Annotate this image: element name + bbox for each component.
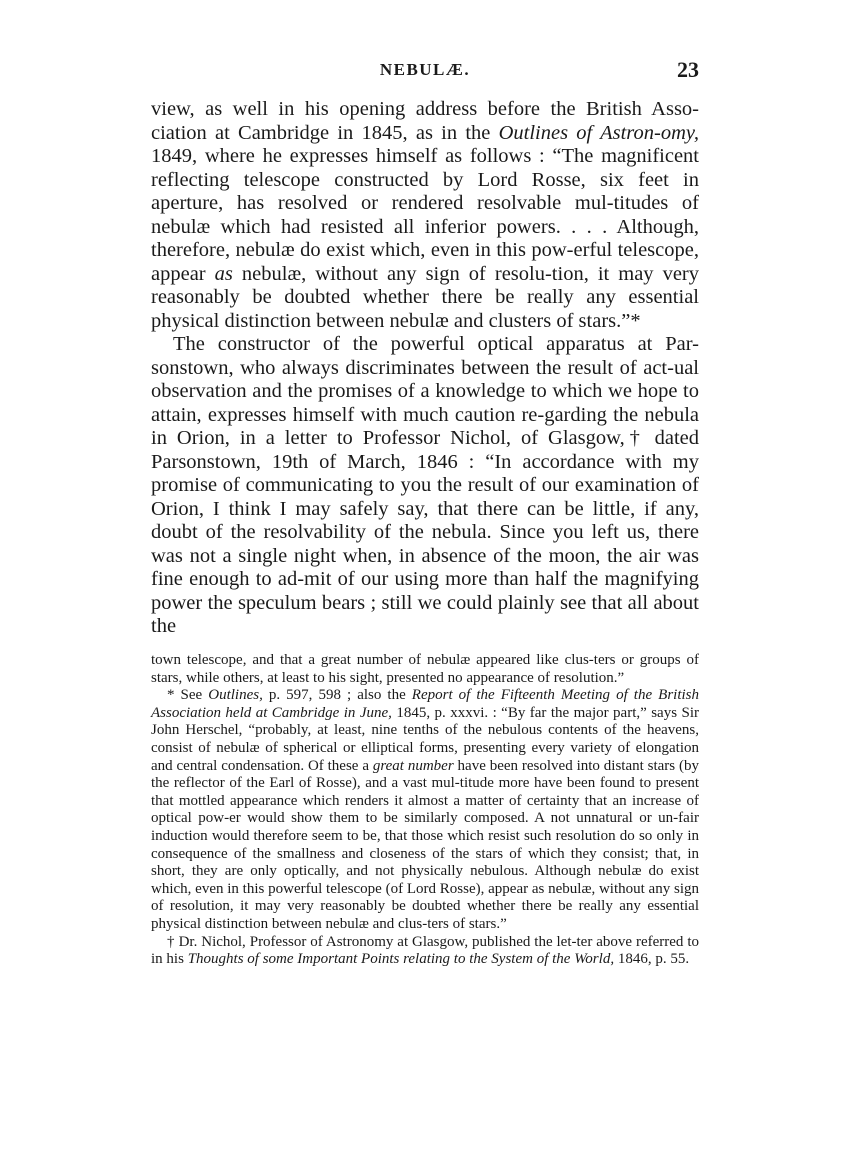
footnote-title-thoughts: Thoughts of some Important Points relating to the System of the World, (187, 951, 615, 968)
footnote-dagger (151, 934, 699, 969)
body-paragraph-2: The constructor of the powerful optical apparatus at Par-sonstown, who always discriminates between the result of act-ual observation and the promises of a knowledge to which we hope to attain, expresses himself with much caution re-garding the nebula in Orion, in a letter to Professor Nichol, of Glasgow,† dated Parsonstown, 19th of March, 1846 : “In accordance with my promise of communicating to you the result of our examination of Orion, I think I may safely say, that there can be little, if any, doubt of the resolvability of the nebula. Since you left us, there was not a single night when, in absence of the moon, the air was fine enough to ad-mit of our using more than half the magnifying power the speculum bears ; still we could plainly see that all about the (151, 333, 699, 637)
body-text-span: nebulæ, without any sign of resolu-tion, it may very reasonably be doubted whether there be really any essential physical distinction between nebulæ and clusters of stars.”* (151, 262, 700, 332)
footnote-title-report: Report of the Fifteenth Meeting of the British Association held at Cambridge in June, (151, 687, 699, 721)
running-head (151, 57, 699, 90)
footnote-text-span: * See (167, 687, 209, 704)
footnote-star (151, 687, 699, 933)
book-title-outlines: Outlines of Astron-omy, (498, 121, 699, 144)
footnote-title-outlines: Outlines, (208, 687, 263, 704)
footnote-emphasis-great-number: great number (372, 757, 454, 774)
page-number: 23 (677, 57, 699, 82)
body-text-span: 1849, where he expresses himself as follows : “The magnificent reflecting telescope constructed by Lord Rosse, six feet in aperture, has resolved or rendered resolvable mul-titudes of nebulæ which had resisted all inferior powers. . . . Although, therefore, nebulæ do exist which, even in this pow-erful telescope, appear (151, 145, 699, 285)
footnotes (151, 652, 699, 969)
body-text (151, 98, 699, 639)
running-title: NEBULÆ. (379, 60, 471, 79)
body-paragraph-1 (151, 98, 699, 333)
footnote-text-span: 1846, p. 55. (614, 951, 690, 968)
footnote-text-span: have been resolved into distant stars (by the reflector of the Earl of Rosse), and a vast mul-titude more have been found to present that mottled appearance which renders it almost a matter of certainty that an increase of optical pow-er would show them to be similarly composed. A not unnatural or un-fair induction would therefore seem to be, that those which resist such resolution do so only in consequence of the smallness and closeness of the stars of which they consist; that, in short, they are only optically, and not physically nebulous. Although nebulæ do exist which, even in this powerful telescope (of Lord Rosse), appear as nebulæ, without any sign of resolution, it may very reasonably be doubted whether there be really any essential physical distinction between nebulæ and clus-ters of stars.” (151, 757, 699, 932)
emphasis-as: as (214, 262, 233, 285)
body-text-span: view, as well in his opening address before the British Asso-ciation at Cambridge in 1845, as in the (151, 98, 699, 144)
footnote-text-span: 1845, p. xxxvi. : “By far the major part,” says Sir John Herschel, “probably, at least, nine tenths of the nebulous contents of the heavens, consist of nebulæ of spherical or elliptical forms, presenting every variety of elongation and central condensation. Of these a (151, 704, 699, 774)
footnote-text-span: p. 597, 598 ; also the (262, 687, 412, 704)
footnote-text-span: † Dr. Nichol, Professor of Astronomy at Glasgow, published the let-ter above referred to in his (151, 933, 699, 968)
footnote-continuation: town telescope, and that a great number of nebulæ appeared like clus-ters or groups of stars, while others, at least to his sight, presented no appearance of resolution.” (151, 652, 699, 686)
